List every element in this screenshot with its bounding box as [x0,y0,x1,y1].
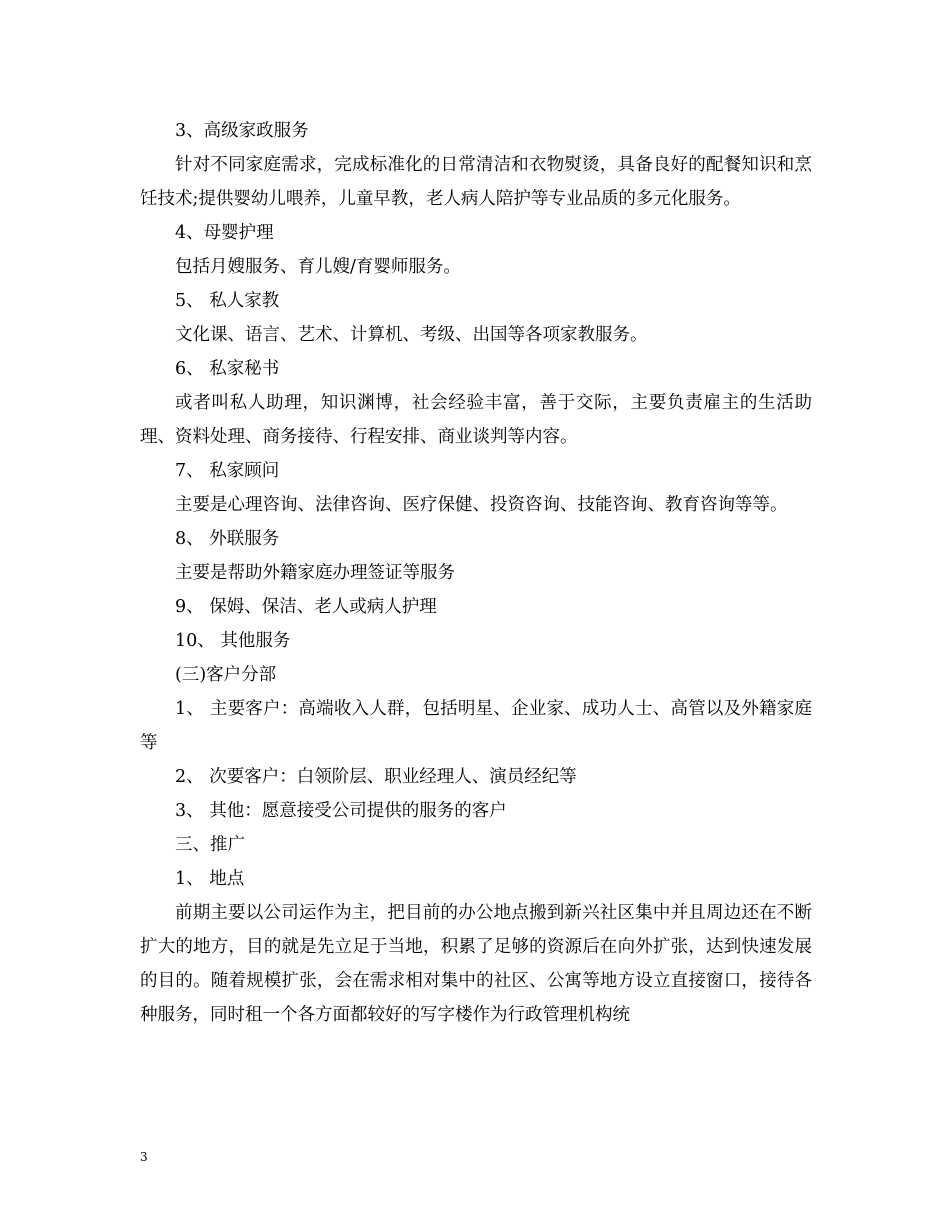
heading-location: 1、 地点 [175,869,245,889]
paragraph-secondary-customers: 2、 次要客户：白领阶层、职业经理人、演员经纪等 [175,767,577,787]
page-number: 3 [140,1150,148,1164]
paragraph-other-customers: 3、 其他：愿意接受公司提供的服务的客户 [175,801,507,821]
heading-maternal-infant-care: 4、母婴护理 [175,223,274,243]
heading-advanced-housekeeping: 3、高级家政服务 [175,121,309,141]
paragraph-maternal-infant-care: 包括月嫂服务、育儿嫂/育婴师服务。 [175,257,461,277]
heading-customer-segments: (三)客户分部 [175,665,277,685]
document-body [140,114,812,1032]
paragraph-location: 前期主要以公司运作为主，把目前的办公地点搬到新兴社区集中并且周边还在不断扩大的地方，目的就是先立足于当地，积累了足够的资源后在向外扩张，达到快速发展的目的。随着规模扩张，会在需求相对集中的社区、公寓等地方设立直接窗口，接待各种服务，同时租一个各方面都较好的写字楼作为行政管理机构统 [140,903,812,1025]
paragraph-liaison-service: 主要是帮助外籍家庭办理签证等服务 [175,563,455,583]
paragraph-advanced-housekeeping: 针对不同家庭需求，完成标准化的日常清洁和衣物熨烫，具备良好的配餐知识和烹饪技术;提供婴幼儿喂养，儿童早教，老人病人陪护等专业品质的多元化服务。 [140,155,812,209]
heading-private-consultant: 7、 私家顾问 [175,461,280,481]
paragraph-private-secretary: 或者叫私人助理，知识渊博，社会经验丰富，善于交际，主要负责雇主的生活助理、资料处理、商务接待、行程安排、商业谈判等内容。 [140,393,812,447]
heading-nanny-cleaning-care: 9、 保姆、保洁、老人或病人护理 [175,597,437,617]
heading-liaison-service: 8、 外联服务 [175,529,280,549]
heading-promotion: 三、推广 [175,835,245,855]
paragraph-private-consultant: 主要是心理咨询、法律咨询、医疗保健、投资咨询、技能咨询、教育咨询等等。 [175,495,788,515]
heading-other-services: 10、 其他服务 [175,631,291,651]
heading-private-tutor: 5、 私人家教 [175,291,280,311]
paragraph-primary-customers: 1、 主要客户：高端收入人群，包括明星、企业家、成功人士、高管以及外籍家庭等 [140,699,812,753]
paragraph-private-tutor: 文化课、语言、艺术、计算机、考级、出国等各项家教服务。 [175,325,648,345]
heading-private-secretary: 6、 私家秘书 [175,359,280,379]
